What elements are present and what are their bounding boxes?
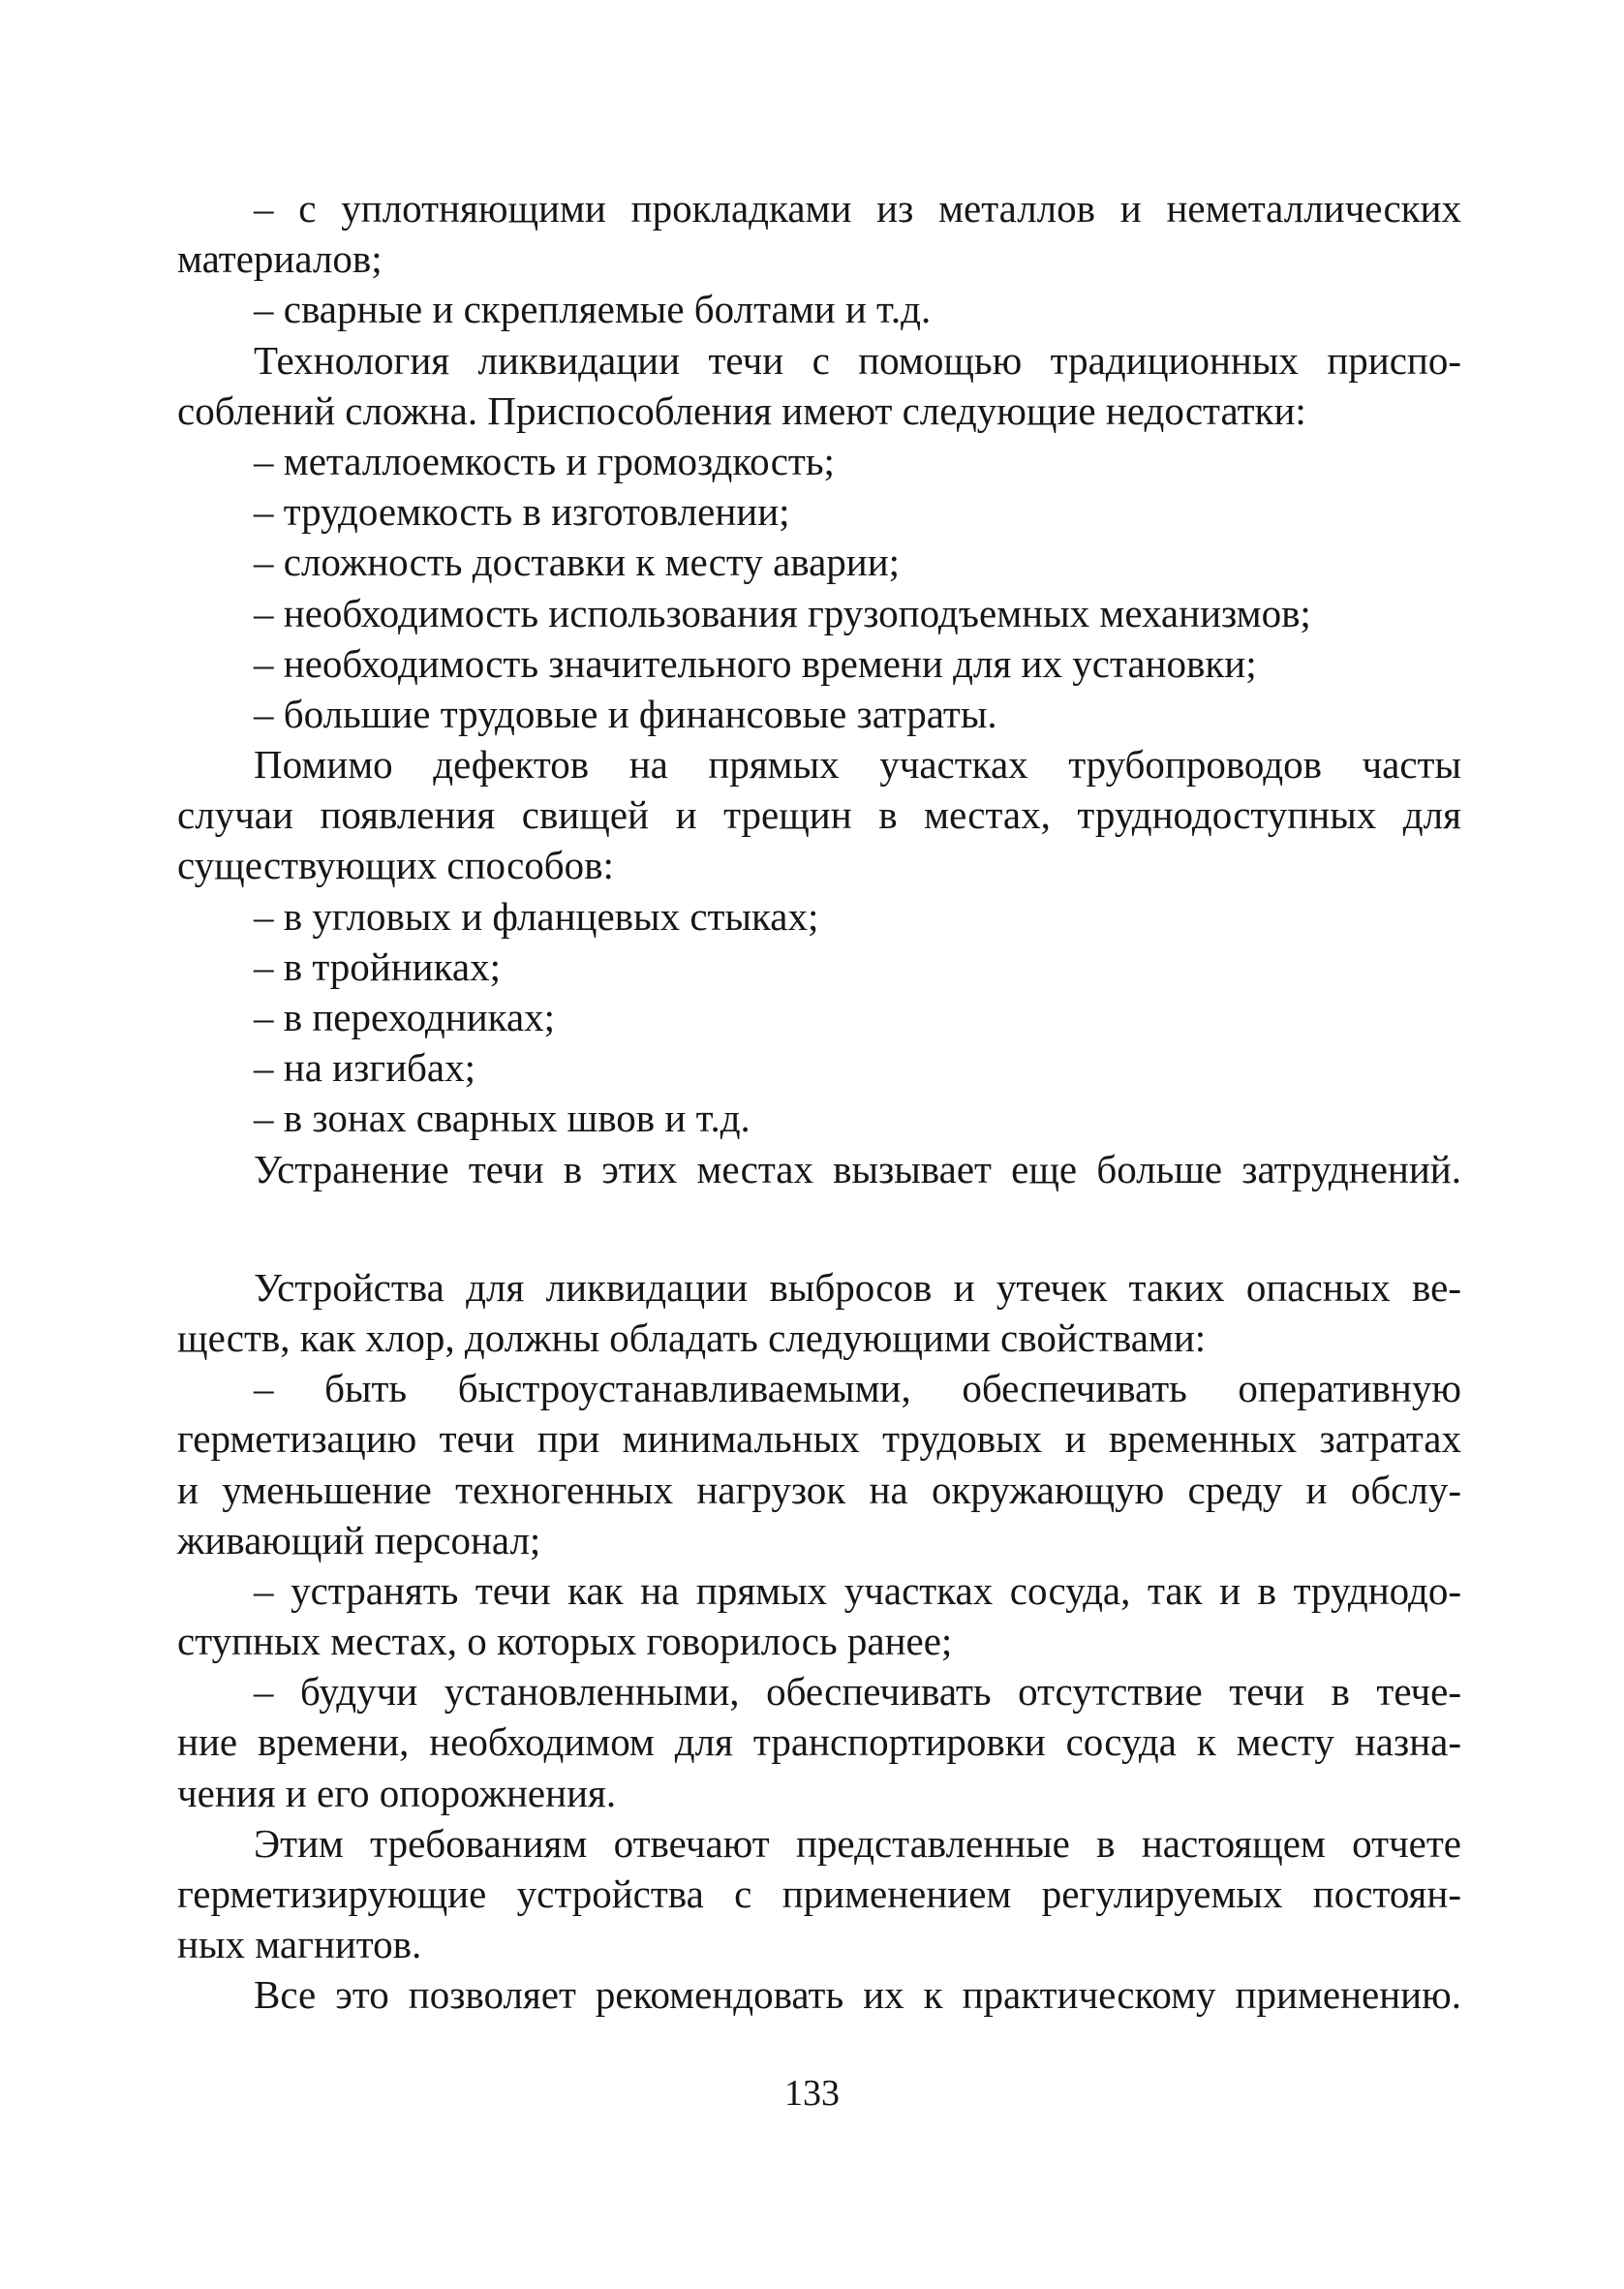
text-line: – большие трудовые и финансовые затраты. [254, 691, 997, 736]
text-line: ществ, как хлор, должны обладать следующими свойствами: [177, 1315, 1207, 1360]
text-line: ступных местах, о которых говорилось ранее; [177, 1619, 953, 1664]
text-line: Этим требованиям отвечают представленные в настоящем отчете [254, 1820, 1461, 1866]
text-line: – сварные и скрепляемые болтами и т.д. [254, 287, 932, 332]
text-line: Устройства для ликвидации выбросов и утечек таких опасных ве- [254, 1264, 1461, 1310]
text-line: герметизацию течи при минимальных трудовых и временных затратах [177, 1416, 1461, 1462]
text-line: Помимо дефектов на прямых участках трубопроводов часты [254, 742, 1461, 788]
text-line: – устранять течи как на прямых участках сосуда, так и в труднодо- [254, 1567, 1461, 1613]
page-number: 133 [784, 2073, 840, 2114]
text-line: – трудоемкость в изготовлении; [254, 489, 790, 535]
text-line: – с уплотняющими прокладками из металлов и неметаллических [254, 186, 1461, 231]
text-line: Устранение течи в этих местах вызывает еще больше затруднений. [254, 1146, 1461, 1191]
text-line: существующих способов: [177, 843, 614, 888]
text-line: – в угловых и фланцевых стыках; [254, 893, 819, 939]
text-line: Все это позволяет рекомендовать их к практическому применению. [254, 1972, 1461, 2018]
text-line: материалов; [177, 236, 383, 282]
text-line: – будучи установленными, обеспечивать отсутствие течи в тече- [254, 1669, 1461, 1715]
text-line: Технология ликвидации течи с помощью традиционных приспо- [254, 337, 1461, 383]
text-line: – необходимость использования грузоподъемных механизмов; [254, 590, 1311, 635]
text-line: герметизирующие устройства с применением регулируемых постоян- [177, 1871, 1461, 1916]
text-line: – в зонах сварных швов и т.д. [254, 1096, 751, 1141]
text-line: – сложность доставки к месту аварии; [254, 540, 901, 585]
text-line: – на изгибах; [254, 1045, 475, 1091]
text-line: чения и его опорожнения. [177, 1770, 617, 1815]
text-line: ние времени, необходимом для транспортировки сосуда к месту назна- [177, 1719, 1461, 1765]
text-line: – в переходниках; [254, 995, 556, 1039]
text-line: и уменьшение техногенных нагрузок на окружающую среду и обслу- [177, 1467, 1461, 1512]
text-line: – быть быстроустанавливаемыми, обеспечивать оперативную [254, 1366, 1461, 1411]
paragraph-gap [177, 1194, 1461, 1262]
text-line: – необходимость значительного времени для их установки; [254, 640, 1257, 686]
text-line: ных магнитов. [177, 1922, 422, 1967]
text-line: – в тройниках; [254, 943, 501, 989]
text-line: живающий персонал; [177, 1517, 541, 1562]
text-line: соблений сложна. Приспособления имеют следующие недостатки: [177, 387, 1306, 433]
body-text [177, 183, 1461, 2021]
text-line: случаи появления свищей и трещин в местах, труднодоступных для [177, 792, 1461, 838]
text-line: – металлоемкость и громоздкость; [254, 438, 835, 483]
